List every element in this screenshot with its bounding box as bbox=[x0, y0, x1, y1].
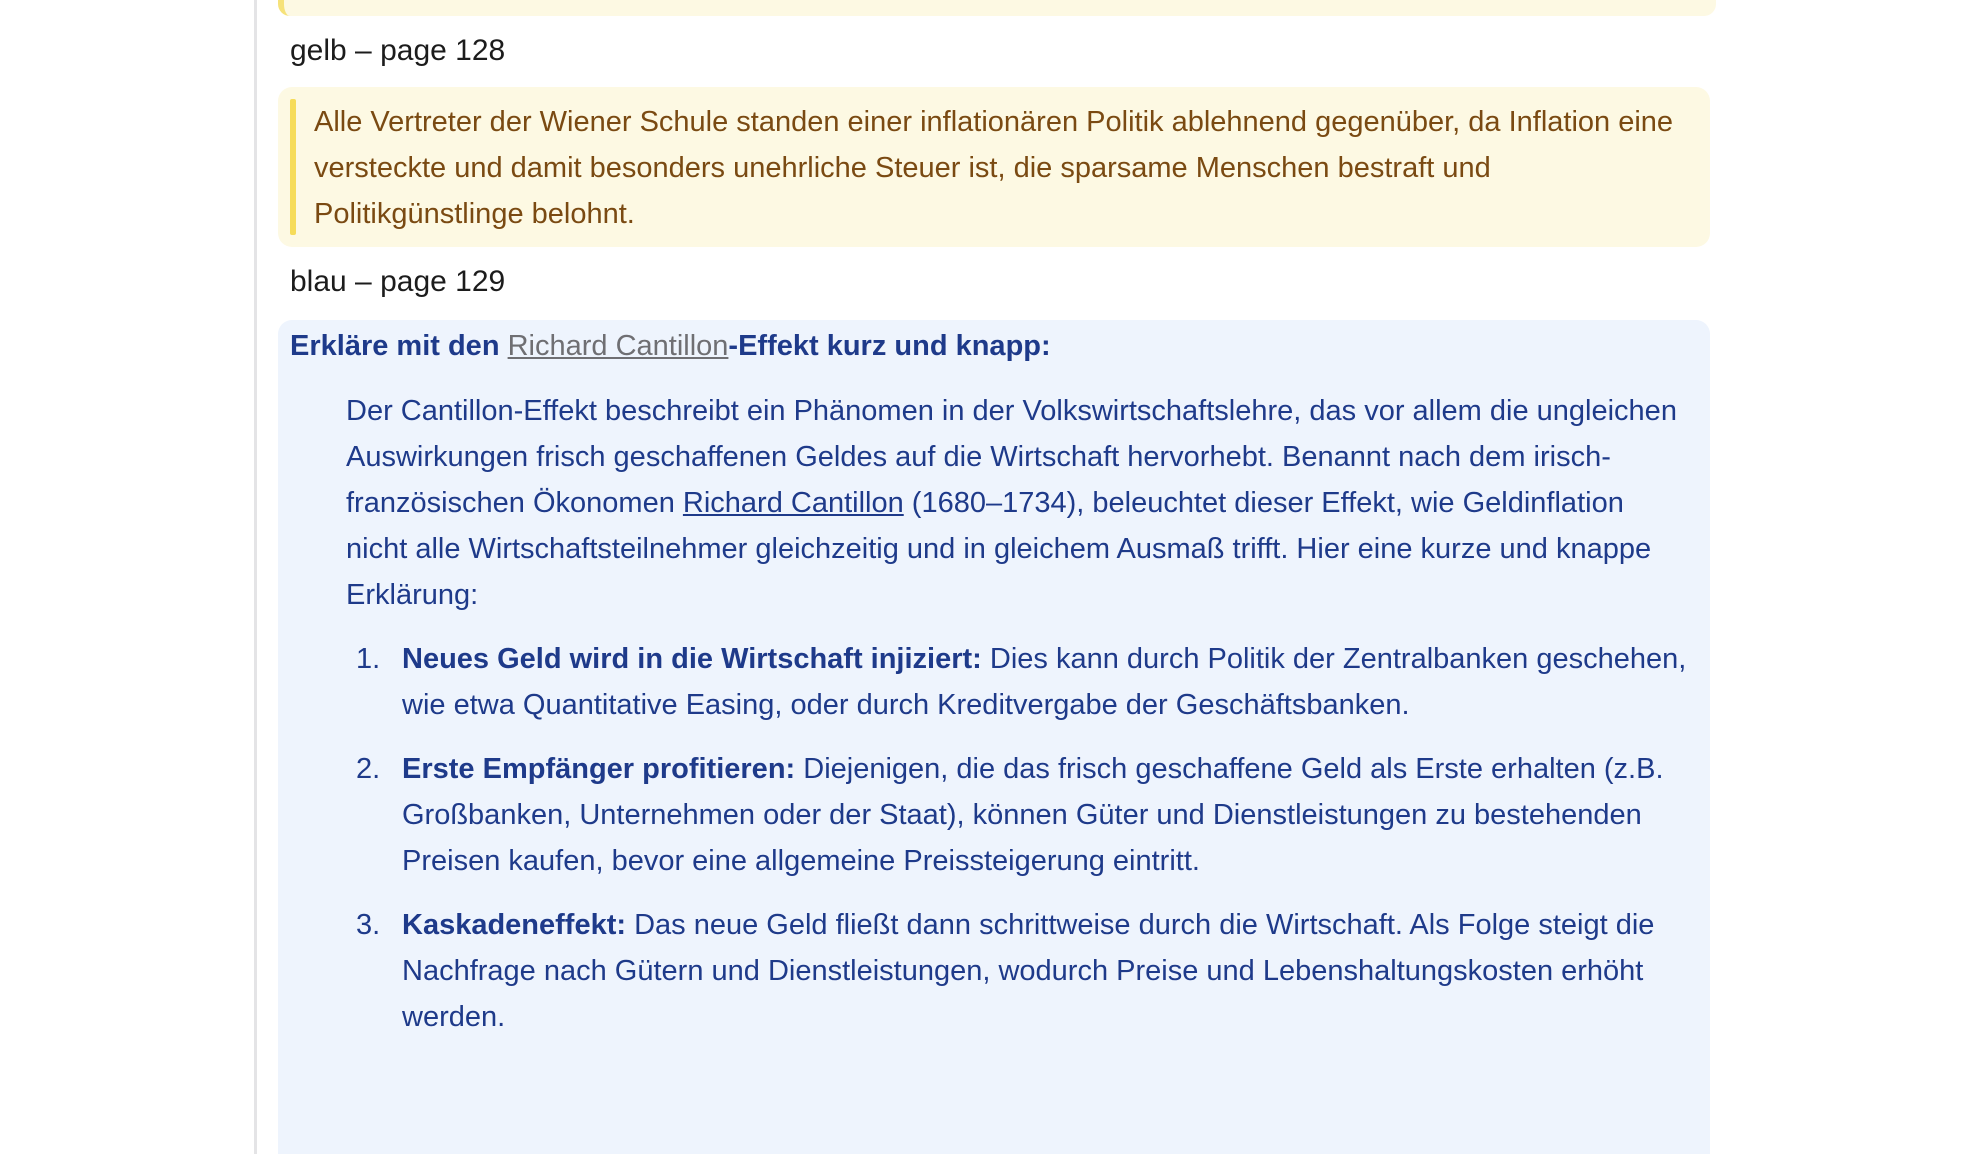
list-item bbox=[346, 636, 1691, 728]
list-item-text: Diejenigen, die das frisch geschaffene Geld als Erste erhalten (z.B. Großbanken, Unternehmen oder der Staat), können Güter und Dienstleistungen zu bestehenden Preisen kaufen, bevor eine allgemeine Preissteigerung eintritt. bbox=[402, 753, 1664, 877]
list-item-text: Dies kann durch Politik der Zentralbanken geschehen, wie etwa Quantitative Easing, oder durch Kreditvergabe der Geschäftsbanken. bbox=[402, 643, 1687, 721]
yellow-callout-bar bbox=[290, 99, 296, 235]
list-item-number: 2. bbox=[356, 753, 381, 785]
blue-callout-intro bbox=[346, 388, 1691, 618]
previous-callout-edge bbox=[278, 0, 1716, 16]
cantillon-steps-list bbox=[346, 636, 1691, 1058]
title-suffix: -Effekt kurz und knapp: bbox=[728, 330, 1051, 362]
intro-text-before-link: Der Cantillon-Effekt beschreibt ein Phänomen in der Volkswirtschaftslehre, das vor allem die ungleichen Auswirkungen frisch geschaffenen Geldes auf die Wirtschaft hervorhebt. Benannt nach dem irisch-französischen Ökonomen bbox=[346, 395, 1677, 519]
gelb-page-heading: gelb – page 128 bbox=[290, 34, 506, 67]
list-item bbox=[346, 746, 1691, 884]
list-item-bold: Kaskadeneffekt: bbox=[402, 909, 627, 941]
blue-callout-title bbox=[290, 330, 1051, 363]
list-item-number: 1. bbox=[356, 643, 381, 675]
blue-highlight-callout bbox=[278, 320, 1710, 1154]
list-item-number: 3. bbox=[356, 909, 381, 941]
list-item-bold: Neues Geld wird in die Wirtschaft injiziert: bbox=[402, 643, 982, 675]
title-cantillon-link[interactable]: Richard Cantillon bbox=[507, 330, 729, 362]
yellow-callout-text: Alle Vertreter der Wiener Schule standen einer inflationären Politik ablehnend gegenüber, da Inflation eine versteckte und damit besonders unehrliche Steuer ist, die sparsame Menschen bestraft und Politikgünstlinge belohnt. bbox=[314, 106, 1674, 230]
list-item-bold: Erste Empfänger profitieren: bbox=[402, 753, 796, 785]
yellow-highlight-callout bbox=[278, 87, 1710, 247]
list-item bbox=[346, 902, 1691, 1040]
intro-cantillon-link[interactable]: Richard Cantillon bbox=[682, 487, 904, 519]
intro-text-after-link: (1680–1734), beleuchtet dieser Effekt, wie Geldinflation nicht alle Wirtschaftsteilnehmer gleichzeitig und in gleichem Ausmaß trifft. Hier eine kurze und knappe Erklärung: bbox=[346, 487, 1652, 611]
list-item-text: Das neue Geld fließt dann schrittweise durch die Wirtschaft. Als Folge steigt die Nachfrage nach Gütern und Dienstleistungen, wodurch Preise und Lebenshaltungskosten erhöht werden. bbox=[402, 909, 1655, 1033]
title-prefix: Erkläre mit den bbox=[290, 330, 508, 362]
blau-page-heading: blau – page 129 bbox=[290, 265, 506, 298]
left-margin-rule bbox=[254, 0, 257, 1154]
